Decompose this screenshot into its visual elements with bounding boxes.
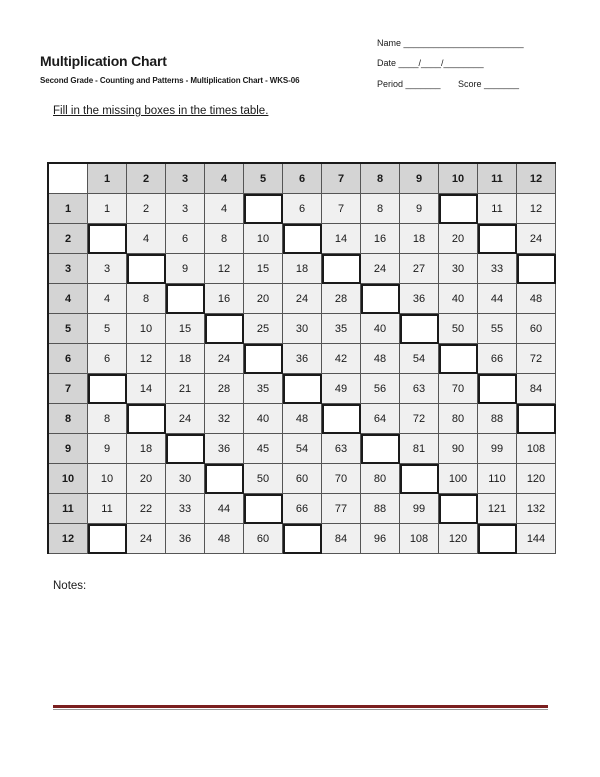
table-cell: 33 — [478, 254, 517, 284]
table-cell: 4 — [127, 224, 166, 254]
table-cell: 63 — [400, 374, 439, 404]
table-cell: 110 — [478, 464, 517, 494]
row-header: 6 — [49, 344, 88, 374]
blank-answer-cell[interactable] — [283, 224, 322, 254]
table-cell: 9 — [400, 194, 439, 224]
table-cell: 66 — [283, 494, 322, 524]
table-cell: 60 — [244, 524, 283, 554]
table-cell: 20 — [127, 464, 166, 494]
blank-answer-cell[interactable] — [244, 194, 283, 224]
table-cell: 8 — [361, 194, 400, 224]
table-cell: 18 — [283, 254, 322, 284]
table-cell: 48 — [517, 284, 556, 314]
column-header: 1 — [88, 164, 127, 194]
blank-answer-cell[interactable] — [517, 254, 556, 284]
blank-answer-cell[interactable] — [322, 404, 361, 434]
blank-answer-cell[interactable] — [361, 434, 400, 464]
table-cell: 24 — [166, 404, 205, 434]
row-header: 1 — [49, 194, 88, 224]
table-cell: 36 — [400, 284, 439, 314]
column-header: 8 — [361, 164, 400, 194]
table-cell: 36 — [166, 524, 205, 554]
row-header: 3 — [49, 254, 88, 284]
column-header: 3 — [166, 164, 205, 194]
table-cell: 33 — [166, 494, 205, 524]
table-cell: 8 — [205, 224, 244, 254]
blank-answer-cell[interactable] — [166, 434, 205, 464]
column-header: 11 — [478, 164, 517, 194]
table-cell: 18 — [166, 344, 205, 374]
column-header: 7 — [322, 164, 361, 194]
table-cell: 10 — [127, 314, 166, 344]
row-header: 12 — [49, 524, 88, 554]
table-cell: 10 — [88, 464, 127, 494]
column-header: 10 — [439, 164, 478, 194]
table-cell: 35 — [244, 374, 283, 404]
blank-answer-cell[interactable] — [244, 344, 283, 374]
table-cell: 28 — [205, 374, 244, 404]
table-cell: 70 — [322, 464, 361, 494]
table-cell: 80 — [361, 464, 400, 494]
blank-answer-cell[interactable] — [400, 464, 439, 494]
row-header: 2 — [49, 224, 88, 254]
blank-answer-cell[interactable] — [88, 374, 127, 404]
table-cell: 48 — [361, 344, 400, 374]
worksheet-subtitle: Second Grade - Counting and Patterns - Multiplication Chart - WKS-06 — [40, 76, 300, 85]
blank-answer-cell[interactable] — [400, 314, 439, 344]
table-cell: 60 — [283, 464, 322, 494]
table-cell: 44 — [478, 284, 517, 314]
table-cell: 56 — [361, 374, 400, 404]
table-cell: 12 — [127, 344, 166, 374]
blank-answer-cell[interactable] — [439, 344, 478, 374]
table-cell: 90 — [439, 434, 478, 464]
table-cell: 120 — [439, 524, 478, 554]
table-cell: 54 — [400, 344, 439, 374]
table-cell: 7 — [322, 194, 361, 224]
name-field[interactable]: Name ________________________ — [377, 38, 524, 48]
blank-answer-cell[interactable] — [439, 194, 478, 224]
table-cell: 40 — [439, 284, 478, 314]
table-cell: 28 — [322, 284, 361, 314]
column-header: 4 — [205, 164, 244, 194]
table-cell: 12 — [205, 254, 244, 284]
footer-divider-shadow — [53, 709, 548, 710]
table-cell: 132 — [517, 494, 556, 524]
table-cell: 36 — [283, 344, 322, 374]
table-cell: 144 — [517, 524, 556, 554]
column-header: 9 — [400, 164, 439, 194]
table-cell: 6 — [88, 344, 127, 374]
column-header: 5 — [244, 164, 283, 194]
table-cell: 36 — [205, 434, 244, 464]
table-cell: 27 — [400, 254, 439, 284]
table-cell: 8 — [127, 284, 166, 314]
blank-answer-cell[interactable] — [283, 374, 322, 404]
table-cell: 24 — [127, 524, 166, 554]
column-header: 12 — [517, 164, 556, 194]
table-cell: 15 — [166, 314, 205, 344]
footer-divider — [53, 705, 548, 708]
date-field[interactable]: Date ____/____/________ — [377, 58, 484, 68]
row-header: 5 — [49, 314, 88, 344]
blank-answer-cell[interactable] — [88, 524, 127, 554]
table-cell: 64 — [361, 404, 400, 434]
table-cell: 108 — [517, 434, 556, 464]
table-cell: 44 — [205, 494, 244, 524]
blank-answer-cell[interactable] — [166, 284, 205, 314]
table-cell: 10 — [244, 224, 283, 254]
score-field[interactable]: Score _______ — [458, 79, 520, 89]
table-cell: 77 — [322, 494, 361, 524]
table-cell: 50 — [439, 314, 478, 344]
table-cell: 99 — [400, 494, 439, 524]
blank-answer-cell[interactable] — [361, 284, 400, 314]
table-cell: 45 — [244, 434, 283, 464]
table-cell: 40 — [361, 314, 400, 344]
table-cell: 24 — [361, 254, 400, 284]
table-cell: 54 — [283, 434, 322, 464]
table-cell: 40 — [244, 404, 283, 434]
table-cell: 15 — [244, 254, 283, 284]
table-cell: 4 — [88, 284, 127, 314]
table-cell: 84 — [322, 524, 361, 554]
table-cell: 30 — [166, 464, 205, 494]
table-cell: 50 — [244, 464, 283, 494]
table-cell: 24 — [517, 224, 556, 254]
blank-answer-cell[interactable] — [478, 374, 517, 404]
column-header: 2 — [127, 164, 166, 194]
table-cell: 18 — [400, 224, 439, 254]
table-cell: 5 — [88, 314, 127, 344]
blank-answer-cell[interactable] — [478, 524, 517, 554]
table-cell: 3 — [166, 194, 205, 224]
table-cell: 99 — [478, 434, 517, 464]
table-cell: 16 — [205, 284, 244, 314]
blank-answer-cell[interactable] — [205, 314, 244, 344]
blank-answer-cell[interactable] — [517, 404, 556, 434]
table-cell: 55 — [478, 314, 517, 344]
blank-answer-cell[interactable] — [127, 254, 166, 284]
worksheet-title: Multiplication Chart — [40, 53, 167, 69]
table-cell: 30 — [283, 314, 322, 344]
table-cell: 81 — [400, 434, 439, 464]
table-cell: 4 — [205, 194, 244, 224]
row-header: 10 — [49, 464, 88, 494]
table-cell: 21 — [166, 374, 205, 404]
table-cell: 42 — [322, 344, 361, 374]
table-cell: 6 — [166, 224, 205, 254]
table-cell: 8 — [88, 404, 127, 434]
blank-answer-cell[interactable] — [205, 464, 244, 494]
row-header: 4 — [49, 284, 88, 314]
table-cell: 100 — [439, 464, 478, 494]
table-cell: 1 — [88, 194, 127, 224]
table-cell: 84 — [517, 374, 556, 404]
table-cell: 60 — [517, 314, 556, 344]
blank-answer-cell[interactable] — [127, 404, 166, 434]
notes-label: Notes: — [53, 580, 87, 592]
instruction-text: Fill in the missing boxes in the times table. — [53, 105, 269, 117]
table-cell: 25 — [244, 314, 283, 344]
blank-answer-cell[interactable] — [244, 494, 283, 524]
row-header: 11 — [49, 494, 88, 524]
column-header: 6 — [283, 164, 322, 194]
table-cell: 24 — [205, 344, 244, 374]
table-cell: 80 — [439, 404, 478, 434]
corner-cell — [49, 164, 88, 194]
blank-answer-cell[interactable] — [478, 224, 517, 254]
table-cell: 11 — [88, 494, 127, 524]
table-cell: 6 — [283, 194, 322, 224]
table-cell: 14 — [322, 224, 361, 254]
blank-answer-cell[interactable] — [322, 254, 361, 284]
table-cell: 48 — [205, 524, 244, 554]
table-cell: 20 — [439, 224, 478, 254]
table-cell: 48 — [283, 404, 322, 434]
multiplication-grid — [47, 162, 556, 554]
period-field[interactable]: Period _______ — [377, 79, 441, 89]
table-cell: 32 — [205, 404, 244, 434]
blank-answer-cell[interactable] — [283, 524, 322, 554]
table-cell: 24 — [283, 284, 322, 314]
table-cell: 9 — [88, 434, 127, 464]
blank-answer-cell[interactable] — [439, 494, 478, 524]
table-cell: 63 — [322, 434, 361, 464]
table-cell: 3 — [88, 254, 127, 284]
table-cell: 121 — [478, 494, 517, 524]
table-cell: 20 — [244, 284, 283, 314]
table-cell: 22 — [127, 494, 166, 524]
table-cell: 12 — [517, 194, 556, 224]
table-cell: 88 — [361, 494, 400, 524]
table-cell: 18 — [127, 434, 166, 464]
table-cell: 49 — [322, 374, 361, 404]
table-cell: 88 — [478, 404, 517, 434]
row-header: 8 — [49, 404, 88, 434]
table-cell: 96 — [361, 524, 400, 554]
table-cell: 66 — [478, 344, 517, 374]
table-cell: 9 — [166, 254, 205, 284]
table-cell: 2 — [127, 194, 166, 224]
table-cell: 30 — [439, 254, 478, 284]
table-cell: 11 — [478, 194, 517, 224]
table-cell: 14 — [127, 374, 166, 404]
table-cell: 72 — [517, 344, 556, 374]
row-header: 7 — [49, 374, 88, 404]
table-cell: 35 — [322, 314, 361, 344]
row-header: 9 — [49, 434, 88, 464]
table-cell: 108 — [400, 524, 439, 554]
table-cell: 70 — [439, 374, 478, 404]
table-cell: 120 — [517, 464, 556, 494]
table-cell: 72 — [400, 404, 439, 434]
table-cell: 16 — [361, 224, 400, 254]
blank-answer-cell[interactable] — [88, 224, 127, 254]
